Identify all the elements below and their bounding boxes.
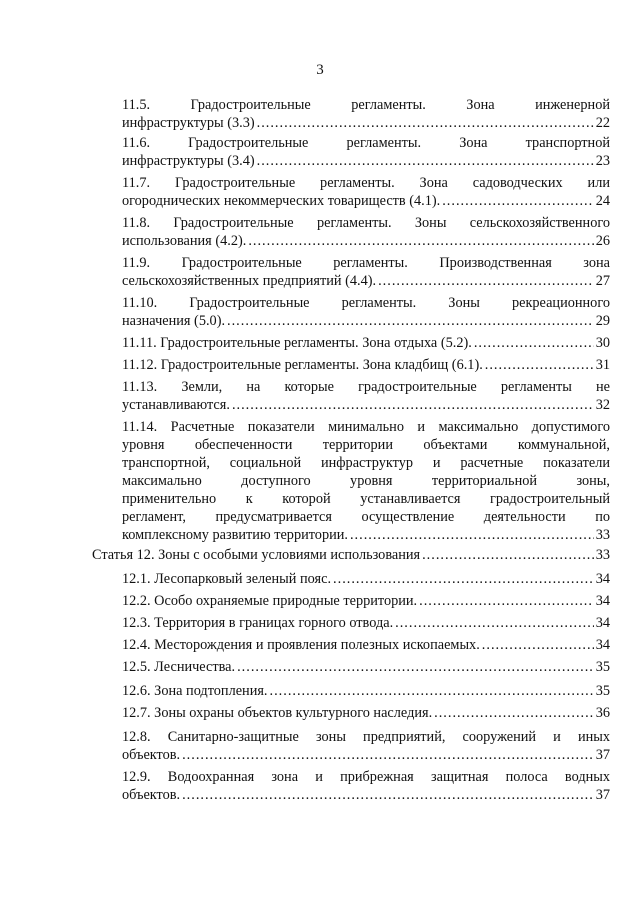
toc-entry-12-4[interactable] (122, 636, 610, 654)
leader-dots (232, 396, 594, 414)
toc-entry-line: инфраструктуры (3.4) (122, 153, 255, 169)
toc-entry-line: использования (4.2). (122, 233, 247, 249)
toc-page-ref: 34 (595, 593, 610, 609)
leader-dots (350, 526, 594, 544)
toc-entry-line: 11.12. Градостроительные регламенты. Зона кладбищ (6.1). (122, 357, 483, 373)
leader-dots (474, 334, 594, 352)
toc-entry-line: уровня обеспеченности территории объектами коммунальной, (122, 437, 610, 453)
toc-page-ref: 31 (595, 357, 610, 373)
leader-dots (182, 786, 594, 804)
leader-dots (378, 272, 594, 290)
toc-page-ref: 26 (595, 233, 610, 249)
toc-entry-line: комплексному развитию территории. (122, 527, 348, 543)
leader-dots (434, 704, 594, 722)
toc-entry-line: инфраструктуры (3.3) (122, 115, 255, 131)
toc-entry-line: устанавливаются. (122, 397, 230, 413)
toc-page-ref: 32 (595, 397, 610, 413)
toc-entry-line: 12.4. Месторождения и проявления полезных ископаемых. (122, 637, 480, 653)
toc-page-ref: 33 (595, 547, 610, 563)
toc-entry-11-11[interactable] (122, 334, 610, 352)
leader-dots (257, 114, 594, 132)
leader-dots (227, 312, 594, 330)
toc-entry-line: регламент, предусматривается осуществление деятельности по (122, 509, 610, 525)
toc-entry-line: транспортной, социальной инфраструктур и расчетные показатели (122, 455, 610, 471)
toc-page-ref: 30 (595, 335, 610, 351)
toc-page-ref: 29 (595, 313, 610, 329)
toc-page-ref: 35 (595, 659, 610, 675)
leader-dots (237, 658, 594, 676)
toc-entry-11-12[interactable] (122, 356, 610, 374)
toc-entry-11-7[interactable] (122, 174, 610, 210)
toc-entry-11-10[interactable] (122, 294, 610, 330)
toc-entry-line: 11.9. Градостроительные регламенты. Производственная зона (122, 255, 610, 271)
toc-page-ref: 37 (595, 787, 610, 803)
toc-entry-line: 12.6. Зона подтопления. (122, 683, 268, 699)
toc-entry-12-3[interactable] (122, 614, 610, 632)
toc-entry-line: 11.7. Градостроительные регламенты. Зона садоводческих или (122, 175, 610, 191)
toc-entry-line: 11.6. Градостроительные регламенты. Зона транспортной (122, 135, 610, 151)
leader-dots (182, 746, 594, 764)
toc-entry-article-12[interactable] (92, 546, 610, 564)
toc-entry-12-5[interactable] (122, 658, 610, 676)
toc-entry-12-7[interactable] (122, 704, 610, 722)
toc-entry-12-2[interactable] (122, 592, 610, 610)
toc-page-ref: 22 (595, 115, 610, 131)
toc-entry-11-9[interactable] (122, 254, 610, 290)
toc-entry-line: 11.5. Градостроительные регламенты. Зона инженерной (122, 97, 610, 113)
leader-dots (419, 592, 594, 610)
toc-entry-line: объектов. (122, 747, 181, 763)
toc-entry-11-14[interactable] (122, 418, 610, 544)
leader-dots (485, 356, 594, 374)
toc-page-ref: 23 (595, 153, 610, 169)
toc-entry-line: сельскохозяйственных предприятий (4.4). (122, 273, 377, 289)
toc-entry-12-1[interactable] (122, 570, 610, 588)
toc-entry-line: 11.14. Расчетные показатели минимально и максимально допустимого (122, 419, 610, 435)
toc-entry-line: 11.11. Градостроительные регламенты. Зона отдыха (5.2). (122, 335, 472, 351)
toc-entry-line: 12.8. Санитарно-защитные зоны предприятий, сооружений и иных (122, 729, 610, 745)
toc-entry-line: 12.5. Лесничества. (122, 659, 236, 675)
leader-dots (270, 682, 594, 700)
toc-entry-12-8[interactable] (122, 728, 610, 764)
leader-dots (257, 152, 594, 170)
toc-page-ref: 27 (595, 273, 610, 289)
page-number: 3 (316, 62, 324, 78)
toc-entry-line: объектов. (122, 787, 181, 803)
toc-entry-line: огороднических некоммерческих товариществ (4.1). (122, 193, 441, 209)
toc-page-ref: 36 (595, 705, 610, 721)
leader-dots (333, 570, 594, 588)
toc-entry-line: 12.9. Водоохранная зона и прибрежная защитная полоса водных (122, 769, 610, 785)
toc-page-ref: 35 (595, 683, 610, 699)
toc-page-ref: 24 (595, 193, 610, 209)
toc-page-ref: 34 (595, 571, 610, 587)
toc-entry-line: Статья 12. Зоны с особыми условиями использования (92, 547, 421, 563)
leader-dots (482, 636, 594, 654)
toc-entry-line: 11.10. Градостроительные регламенты. Зоны рекреационного (122, 295, 610, 311)
toc-entry-12-9[interactable] (122, 768, 610, 804)
toc-entry-line: 11.13. Земли, на которые градостроительные регламенты не (122, 379, 610, 395)
toc-entry-line: назначения (5.0). (122, 313, 226, 329)
toc-entry-11-13[interactable] (122, 378, 610, 414)
toc-entry-line: 11.8. Градостроительные регламенты. Зоны сельскохозяйственного (122, 215, 610, 231)
toc-entry-line: 12.2. Особо охраняемые природные территории. (122, 593, 418, 609)
toc-entry-11-8[interactable] (122, 214, 610, 250)
toc-entry-11-5[interactable] (122, 96, 610, 132)
toc-page-ref: 33 (595, 527, 610, 543)
toc-entry-line: применительно к которой устанавливается градостроительный (122, 491, 610, 507)
toc-entry-11-6[interactable] (122, 134, 610, 170)
toc-entry-12-6[interactable] (122, 682, 610, 700)
leader-dots (395, 614, 594, 632)
toc-page-ref: 37 (595, 747, 610, 763)
toc-page-ref: 34 (595, 615, 610, 631)
toc-entry-line: 12.3. Территория в границах горного отвода. (122, 615, 394, 631)
toc-page-ref: 34 (595, 637, 610, 653)
leader-dots (442, 192, 593, 210)
toc-entry-line: максимально доступного уровня территориальной зоны, (122, 473, 610, 489)
toc-entry-line: 12.1. Лесопарковый зеленый пояс. (122, 571, 332, 587)
leader-dots (422, 546, 594, 564)
leader-dots (248, 232, 593, 250)
toc-entry-line: 12.7. Зоны охраны объектов культурного наследия. (122, 705, 433, 721)
